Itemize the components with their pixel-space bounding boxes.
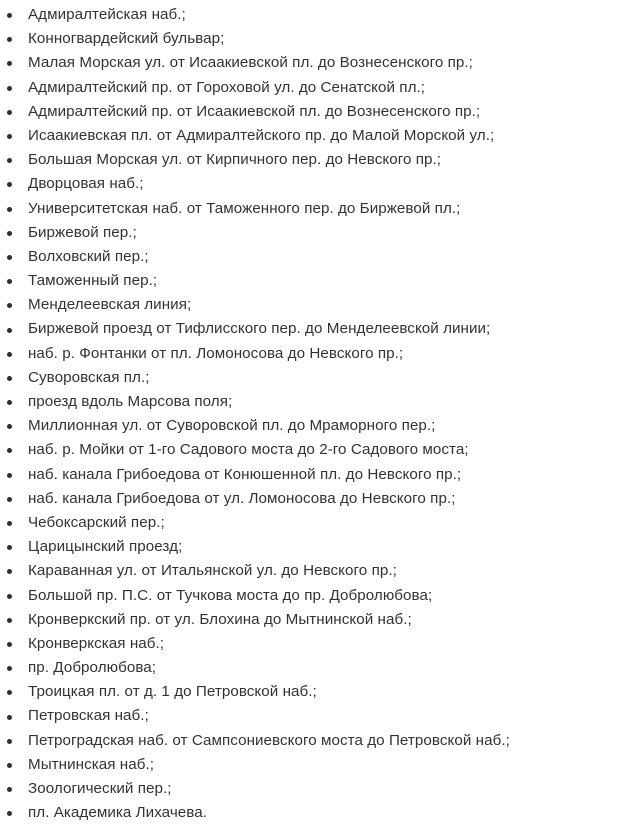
list-item-text: Адмиралтейский пр. от Гороховой ул. до Сенатской пл.; [28, 78, 426, 96]
bullet-icon [7, 61, 12, 66]
list-item-text: Большая Морская ул. от Кирпичного пер. до Невского пр.; [28, 151, 442, 169]
bullet-icon [7, 811, 12, 816]
list-item-text: Петроградская наб. от Сампсониевского моста до Петровской наб.; [28, 731, 510, 749]
list-item [0, 608, 635, 632]
list-item-text: Чебоксарский пер.; [28, 513, 165, 531]
list-item-text: Зоологический пер.; [28, 780, 172, 797]
list-item-text: Университетская наб. от Таможенного пер. до Биржевой пл.; [28, 199, 461, 217]
bullet-icon [7, 134, 12, 139]
list-item [0, 51, 635, 75]
bullet-icon [7, 86, 12, 91]
list-item [0, 172, 635, 196]
bullet-icon [7, 666, 12, 671]
list-item-text: Троицкая пл. от д. 1 до Петровской наб.; [28, 683, 317, 701]
list-item [0, 342, 635, 366]
list-item-text: Биржевой пер.; [28, 223, 137, 241]
list-item [0, 76, 635, 100]
bullet-icon [7, 473, 12, 478]
list-item-text: Менделеевская линия; [28, 296, 192, 314]
bullet-icon [7, 37, 12, 42]
bullet-icon [7, 303, 12, 308]
bullet-icon [7, 642, 12, 647]
bullet-icon [7, 400, 12, 405]
bullet-icon [7, 13, 12, 18]
list-item-text: Волховский пер.; [28, 247, 149, 265]
list-item [0, 632, 635, 656]
list-item-text: наб. канала Грибоедова от ул. Ломоносова до Невского пр.; [28, 489, 456, 507]
bullet-icon [7, 158, 12, 163]
list-item-text: Адмиралтейский пр. от Исаакиевской пл. до Вознесенского пр.; [28, 102, 481, 120]
list-item-text: Кронверкская наб.; [28, 634, 165, 652]
street-list [0, 3, 635, 825]
bullet-icon [7, 787, 12, 792]
list-item [0, 366, 635, 390]
bullet-icon [7, 618, 12, 623]
list-item [0, 317, 635, 341]
list-item [0, 680, 635, 704]
bullet-icon [7, 110, 12, 115]
bullet-icon [7, 739, 12, 744]
list-item-text: Исаакиевская пл. от Адмиралтейского пр. до Малой Морской ул.; [28, 126, 495, 144]
list-item [0, 245, 635, 269]
bullet-icon [7, 521, 12, 526]
list-item [0, 729, 635, 753]
list-item [0, 27, 635, 51]
bullet-icon [7, 763, 12, 768]
list-item [0, 221, 635, 245]
list-item [0, 124, 635, 148]
bullet-icon [7, 715, 12, 720]
list-item [0, 777, 635, 801]
list-item [0, 511, 635, 535]
list-item-text: Биржевой проезд от Тифлисского пер. до Менделеевской линии; [28, 320, 491, 338]
list-item-text: Адмиралтейская наб.; [28, 6, 186, 23]
list-item-text: наб. канала Грибоедова от Конюшенной пл. до Невского пр.; [28, 465, 462, 483]
bullet-icon [7, 255, 12, 260]
list-item-text: пл. Академика Лихачева. [28, 804, 208, 822]
bullet-icon [7, 352, 12, 357]
list-item [0, 801, 635, 825]
bullet-icon [7, 497, 12, 502]
list-item-text: Дворцовая наб.; [28, 175, 144, 193]
bullet-icon [7, 279, 12, 284]
list-item-text: Петровская наб.; [28, 707, 149, 725]
bullet-icon [7, 424, 12, 429]
bullet-icon [7, 448, 12, 453]
list-item [0, 438, 635, 462]
list-item [0, 704, 635, 728]
list-item-text: наб. р. Фонтанки от пл. Ломоносова до Невского пр.; [28, 344, 404, 362]
bullet-icon [7, 182, 12, 187]
bullet-icon [7, 328, 12, 333]
list-item [0, 293, 635, 317]
list-item-text: Миллионная ул. от Суворовской пл. до Мраморного пер.; [28, 417, 436, 435]
list-item-text: проезд вдоль Марсова поля; [28, 393, 233, 410]
list-item [0, 487, 635, 511]
bullet-icon [7, 207, 12, 212]
list-item-text: Суворовская пл.; [28, 368, 150, 386]
list-item [0, 3, 635, 27]
list-item-text: Конногвардейский бульвар; [28, 30, 225, 48]
list-item [0, 197, 635, 221]
list-item-text: Кронверкский пр. от ул. Блохина до Мытнинской наб.; [28, 610, 412, 628]
list-item-text: Большой пр. П.С. от Тучкова моста до пр. Добролюбова; [28, 586, 433, 604]
list-item [0, 535, 635, 559]
list-item [0, 656, 635, 680]
list-item-text: наб. р. Мойки от 1-го Садового моста до 2-го Садового моста; [28, 441, 469, 459]
list-item [0, 269, 635, 293]
list-item [0, 100, 635, 124]
list-item [0, 390, 635, 414]
bullet-icon [7, 594, 12, 599]
list-item [0, 559, 635, 583]
bullet-icon [7, 569, 12, 574]
bullet-icon [7, 231, 12, 236]
list-item [0, 753, 635, 777]
list-item-text: Мытнинская наб.; [28, 755, 155, 773]
list-item-text: Таможенный пер.; [28, 272, 158, 290]
bullet-icon [7, 545, 12, 550]
list-item-text: Караванная ул. от Итальянской ул. до Невского пр.; [28, 562, 397, 580]
bullet-icon [7, 690, 12, 695]
bullet-icon [7, 376, 12, 381]
list-item [0, 584, 635, 608]
list-item [0, 414, 635, 438]
list-item-text: пр. Добролюбова; [28, 659, 157, 677]
list-item-text: Царицынский проезд; [28, 538, 183, 556]
list-item-text: Малая Морская ул. от Исаакиевской пл. до Вознесенского пр.; [28, 54, 473, 72]
list-item [0, 148, 635, 172]
list-item [0, 463, 635, 487]
